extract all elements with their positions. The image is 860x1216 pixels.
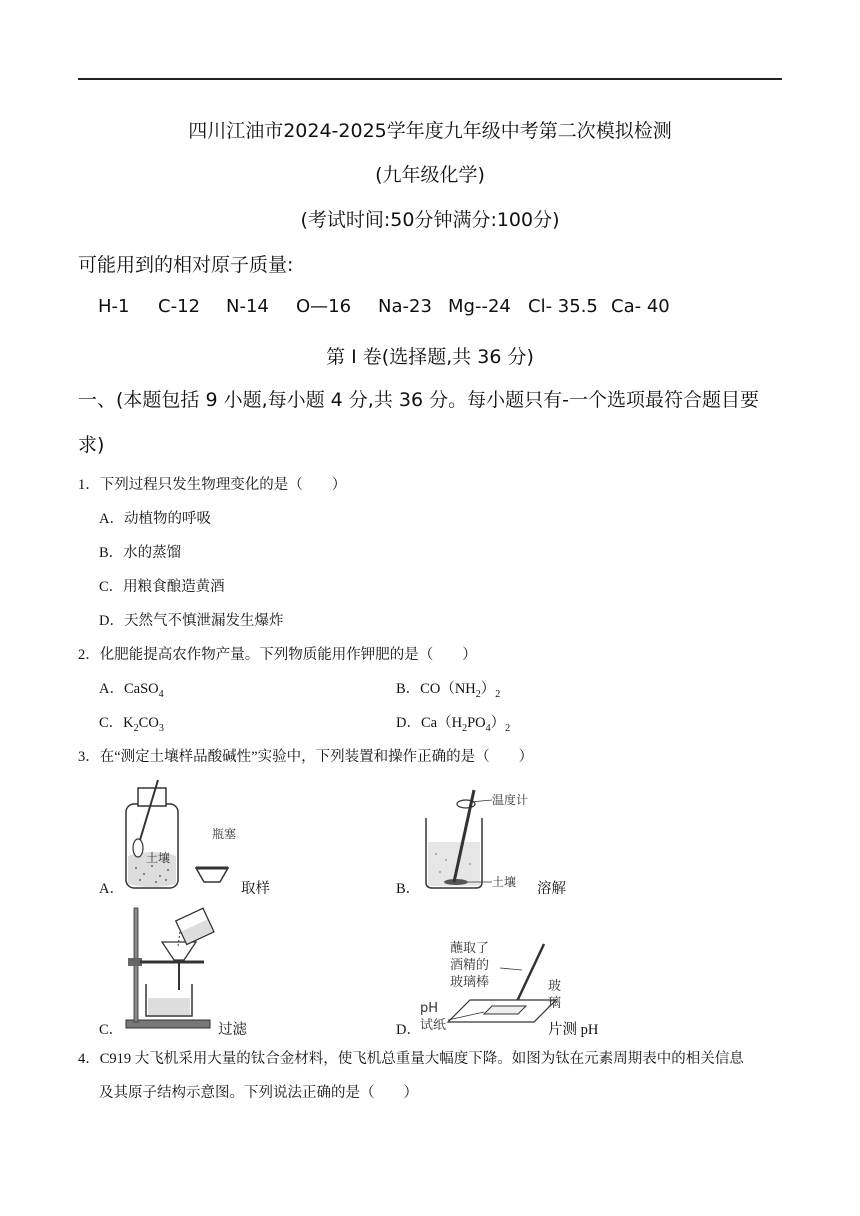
thermometer-label: 温度计 bbox=[492, 793, 529, 807]
exam-title: 四川江油市2024-2025学年度九年级中考第二次模拟检测 bbox=[188, 120, 672, 142]
atomic-mass-item: Ca- 40 bbox=[611, 296, 670, 317]
q3-figure-a bbox=[118, 776, 258, 896]
q3-option-d-letter: D． bbox=[396, 1022, 421, 1038]
section-instruction-cont: 求) bbox=[78, 434, 105, 456]
atomic-mass-item: Cl- 35.5 bbox=[528, 296, 598, 317]
section-instruction: 一、(本题包括 9 小题,每小题 4 分,共 36 分。每小题只有-一个选项最符合题目要 bbox=[78, 389, 759, 411]
atomic-mass-item: Na-23 bbox=[378, 296, 432, 317]
q1-option-d: D．天然气不慎泄漏发生爆炸 bbox=[99, 613, 284, 629]
atomic-mass-item: Mg--24 bbox=[448, 296, 511, 317]
q2-option-b: B．$CO(NH_2)_2$ bbox=[396, 681, 501, 700]
exam-subject: (九年级化学) bbox=[375, 164, 485, 186]
atomic-mass-item: N-14 bbox=[226, 296, 269, 317]
q3-option-b-letter: B． bbox=[396, 881, 421, 897]
q3-figure-c bbox=[118, 902, 218, 1032]
atomic-mass-item: C-12 bbox=[158, 296, 200, 317]
q3-figure-b bbox=[416, 784, 536, 894]
q3-option-c-caption: 过滤 bbox=[218, 1022, 247, 1038]
rod-label-1: 蘸取了 bbox=[450, 941, 490, 956]
q3-option-c-letter: C． bbox=[99, 1022, 124, 1038]
atomic-mass-item: O—16 bbox=[296, 296, 352, 317]
exam-info: (考试时间:50分钟满分:100分) bbox=[300, 209, 560, 231]
q1-option-a: A．动植物的呼吸 bbox=[99, 511, 211, 527]
atomic-mass-label: 可能用到的相对原子质量: bbox=[78, 254, 294, 276]
soil-label: 土壤 bbox=[492, 875, 517, 889]
q1-option-c: C．用粮食酿造黄酒 bbox=[99, 579, 225, 595]
q4-stem-line1: 4．C919 大飞机采用大量的钛合金材料，使飞机总重量大幅度下降。如图为钛在元素周期表中的相关信息 bbox=[78, 1051, 744, 1067]
q2-stem: 2．化肥能提高农作物产量。下列物质能用作钾肥的是（ ） bbox=[78, 647, 477, 663]
q3-option-d-caption: 片测 pH bbox=[548, 1022, 599, 1038]
soil-label: 土壤 bbox=[146, 851, 171, 865]
glass-label-2: 璃 bbox=[548, 996, 562, 1011]
q2-option-c: C．$K_2CO_3$ bbox=[99, 715, 164, 734]
q1-option-b: B．水的蒸馏 bbox=[99, 545, 182, 561]
q2-option-d: D．$Ca(H_2PO_4)_2$ bbox=[396, 715, 511, 734]
q3-option-a-caption: 取样 bbox=[241, 881, 270, 897]
section-title: 第 I 卷(选择题,共 36 分) bbox=[326, 346, 534, 368]
q3-stem: 3．在“测定土壤样品酸碱性”实验中，下列装置和操作正确的是（ ） bbox=[78, 749, 534, 765]
stopper-label: 瓶塞 bbox=[212, 827, 237, 841]
rod-label-2: 酒精的 bbox=[450, 958, 490, 973]
q2-option-a: A．CaSO$_4$ bbox=[99, 681, 164, 700]
ph-label: pH bbox=[420, 1001, 439, 1016]
q3-option-a-letter: A． bbox=[99, 881, 124, 897]
q1-stem: 1．下列过程只发生物理变化的是（ ） bbox=[78, 477, 347, 493]
top-rule bbox=[78, 78, 782, 80]
glass-label-1: 玻 bbox=[548, 979, 562, 994]
atomic-mass-item: H-1 bbox=[98, 296, 130, 317]
rod-label-3: 玻璃棒 bbox=[450, 975, 490, 990]
q4-stem-line2: 及其原子结构示意图。下列说法正确的是（ ） bbox=[99, 1085, 418, 1101]
q3-option-b-caption: 溶解 bbox=[537, 881, 566, 897]
test-paper-label: 试纸 bbox=[420, 1018, 447, 1033]
